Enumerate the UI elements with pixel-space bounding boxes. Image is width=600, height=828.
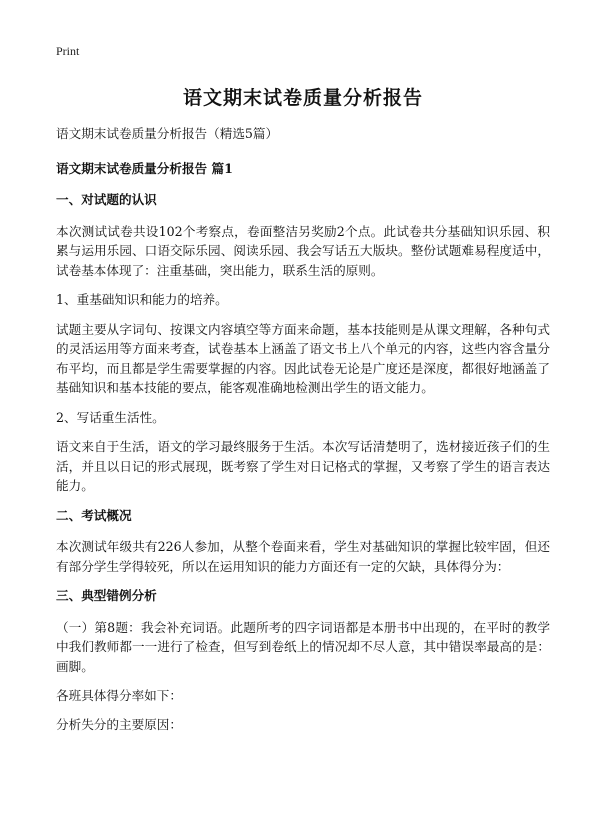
section-paragraph-1: 本次测试试卷共设102个考察点，卷面整洁另奖励2个点。此试卷共分基础知识乐园、积累与运用乐园、口语交际乐园、阅读乐园、我会写话五大版块。整份试题难易程度适中，试卷基本体现了：注重基础，突出能力，联系生活的原则。 [56,223,550,278]
section-paragraph-3: （一）第8题：我会补充词语。此题所考的四字词语都是本册书中出现的，在平时的教学中我们教师都一一进行了检查，但写到卷纸上的情况却不尽人意，其中错误率最高的是：画脚。 [56,619,550,674]
section-heading-2: 二、考试概况 [56,507,132,523]
item-heading-1: 1、重基础知识和能力的培养。 [56,292,228,307]
section-heading-1: 一、对试题的认识 [56,192,157,207]
item-paragraph-1: 试题主要从字词句、按课文内容填空等方面来命题，基本技能则是从课文理解，各种句式的灵活运用等方面来考查，试卷基本上涵盖了语文书上八个单元的内容，这些内容含量分布平均，而且都是学生需要掌握的内容。因此试卷无论是广度还是深度，都很好地涵盖了基础知识和基本技能的要点，能客观准确地检测出学生的语文能力。 [56,321,550,395]
section-heading-3: 三、典型错例分析 [56,588,157,603]
section-paragraph-2: 本次测试年级共有226人参加，从整个卷面来看，学生对基础知识的掌握比较牢固，但还有部分学生学得较死，所以在运用知识的能力方面还有一定的欠缺，具体得分为： [56,539,550,574]
class-scores-label: 各班具体得分率如下： [56,688,182,703]
document-subtitle: 语文期末试卷质量分析报告（精选5篇） [56,126,279,141]
item-heading-2: 2、写话重生活性。 [56,409,165,425]
document-title: 语文期末试卷质量分析报告 [182,87,423,109]
reasons-label: 分析失分的主要原因： [56,716,182,732]
part-heading: 语文期末试卷质量分析报告 篇1 [56,160,233,176]
item-paragraph-2: 语文来自于生活，语文的学习最终服务于生活。本次写话清楚明了，选材接近孩子们的生活，并且以日记的形式展现，既考察了学生对日记格式的掌握，又考察了学生的语言表达能力。 [56,439,550,493]
print-link[interactable]: Print [56,44,80,58]
